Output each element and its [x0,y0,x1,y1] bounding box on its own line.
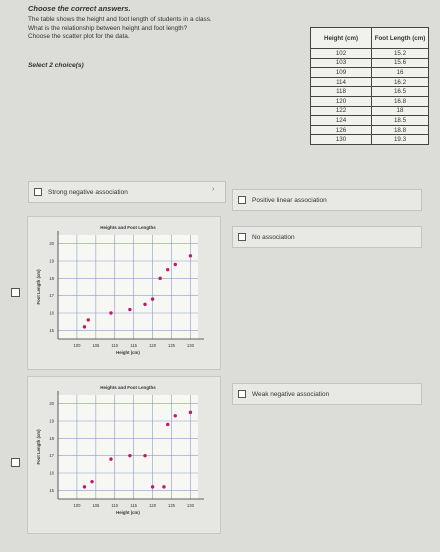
cell-height: 114 [311,77,372,87]
table-row [311,77,429,87]
data-point [162,485,165,488]
question-text [28,16,303,42]
y-axis-label: Foot Length (cm) [36,429,41,465]
table-row [311,125,429,135]
instructions-title: Choose the correct answers. [28,4,131,13]
y-tick-label: 18 [49,275,54,281]
cell-foot-length: 16.8 [372,96,429,106]
table-row [311,68,429,78]
data-point [166,268,169,271]
chart-title: Heights and Foot Lengths [100,225,156,230]
select-count-label: Select 2 choice(s) [28,62,84,69]
plot-area [58,235,198,339]
data-point [174,263,177,266]
chevron-right-icon: › [212,186,215,193]
table-row [311,49,429,59]
cell-height: 103 [311,58,372,68]
data-point [109,311,112,314]
cell-height: 118 [311,87,372,97]
table-row [311,58,429,68]
y-tick-label: 16 [49,470,54,476]
data-point [166,423,169,426]
cell-foot-length: 19.3 [372,135,429,145]
scatter-plot-2 [28,377,220,533]
y-tick-label: 18 [49,435,54,441]
cell-foot-length: 18.5 [372,116,429,126]
y-tick-label: 20 [49,401,54,407]
x-tick-label: 130 [186,503,194,508]
table-row [311,116,429,126]
option-positive-linear[interactable] [232,189,422,211]
plot-choice-2-checkbox[interactable] [11,458,20,467]
y-tick-label: 19 [49,258,54,264]
data-point [151,485,154,488]
y-tick-label: 15 [49,487,54,493]
option-label: Weak negative association [252,390,330,398]
data-point [151,297,154,300]
cell-foot-length: 16 [372,68,429,78]
data-point [143,303,146,306]
cell-height: 102 [311,49,372,59]
cell-foot-length: 15.2 [372,49,429,59]
y-tick-label: 15 [49,327,54,333]
y-tick-label: 17 [49,453,54,459]
x-tick-label: 100 [73,503,81,508]
option-label: No association [252,233,295,241]
y-axis-label: Foot Length (cm) [36,269,41,305]
y-tick-label: 17 [49,293,54,299]
cell-foot-length: 15.6 [372,58,429,68]
plot-area [58,395,198,499]
x-axis-label: Height (cm) [116,350,140,355]
x-tick-label: 125 [168,503,176,508]
data-point [87,318,90,321]
table-row [311,106,429,116]
data-point [174,414,177,417]
x-tick-label: 115 [130,343,138,348]
table-header-height: Height (cm) [311,28,372,49]
plot-choice-1-checkbox[interactable] [11,288,20,297]
question-line-2: What is the relationship between height and foot length? [28,24,188,32]
data-point [83,325,86,328]
option-strong-negative[interactable] [28,181,226,203]
cell-height: 109 [311,68,372,78]
cell-height: 124 [311,116,372,126]
question-line-1: The table shows the height and foot length of students in a class. [28,16,212,23]
data-point [189,254,192,257]
table-row [311,87,429,97]
table-row [311,135,429,145]
data-point [128,454,131,457]
option-label: Strong negative association [48,188,128,196]
x-tick-label: 100 [73,343,81,348]
cell-foot-length: 16.5 [372,87,429,97]
checkbox-icon[interactable] [238,390,246,398]
cell-foot-length: 16.2 [372,77,429,87]
table-row [311,96,429,106]
data-point [189,411,192,414]
y-tick-label: 19 [49,418,54,424]
x-tick-label: 110 [111,343,119,348]
x-axis-label: Height (cm) [116,510,140,515]
plot-choice-2[interactable] [27,376,221,534]
option-label: Positive linear association [252,196,327,204]
checkbox-icon[interactable] [238,233,246,241]
data-point [90,480,93,483]
x-tick-label: 120 [149,503,157,508]
cell-foot-length: 18 [372,106,429,116]
data-point [109,457,112,460]
data-table [310,27,429,145]
x-tick-label: 125 [168,343,176,348]
cell-height: 120 [311,96,372,106]
x-tick-label: 130 [186,343,194,348]
checkbox-icon[interactable] [238,196,246,204]
data-point [143,454,146,457]
chart-title: Heights and Foot Lengths [100,385,156,390]
data-point [83,485,86,488]
table-header-foot-length: Foot Length (cm) [372,28,429,49]
checkbox-icon[interactable] [34,188,42,196]
cell-height: 122 [311,106,372,116]
option-weak-negative[interactable] [232,383,422,405]
scatter-plot-1 [28,217,220,369]
question-line-3: Choose the scatter plot for the data. [28,33,130,41]
cell-height: 126 [311,125,372,135]
x-tick-label: 105 [92,503,100,508]
cell-foot-length: 18.8 [372,125,429,135]
y-tick-label: 16 [49,310,54,316]
x-tick-label: 120 [149,343,157,348]
x-tick-label: 105 [92,343,100,348]
data-point [158,277,161,280]
cell-height: 130 [311,135,372,145]
data-point [128,308,131,311]
y-tick-label: 20 [49,241,54,247]
x-tick-label: 110 [111,503,119,508]
plot-choice-1[interactable] [27,216,221,370]
option-no-association[interactable] [232,226,422,248]
x-tick-label: 115 [130,503,138,508]
